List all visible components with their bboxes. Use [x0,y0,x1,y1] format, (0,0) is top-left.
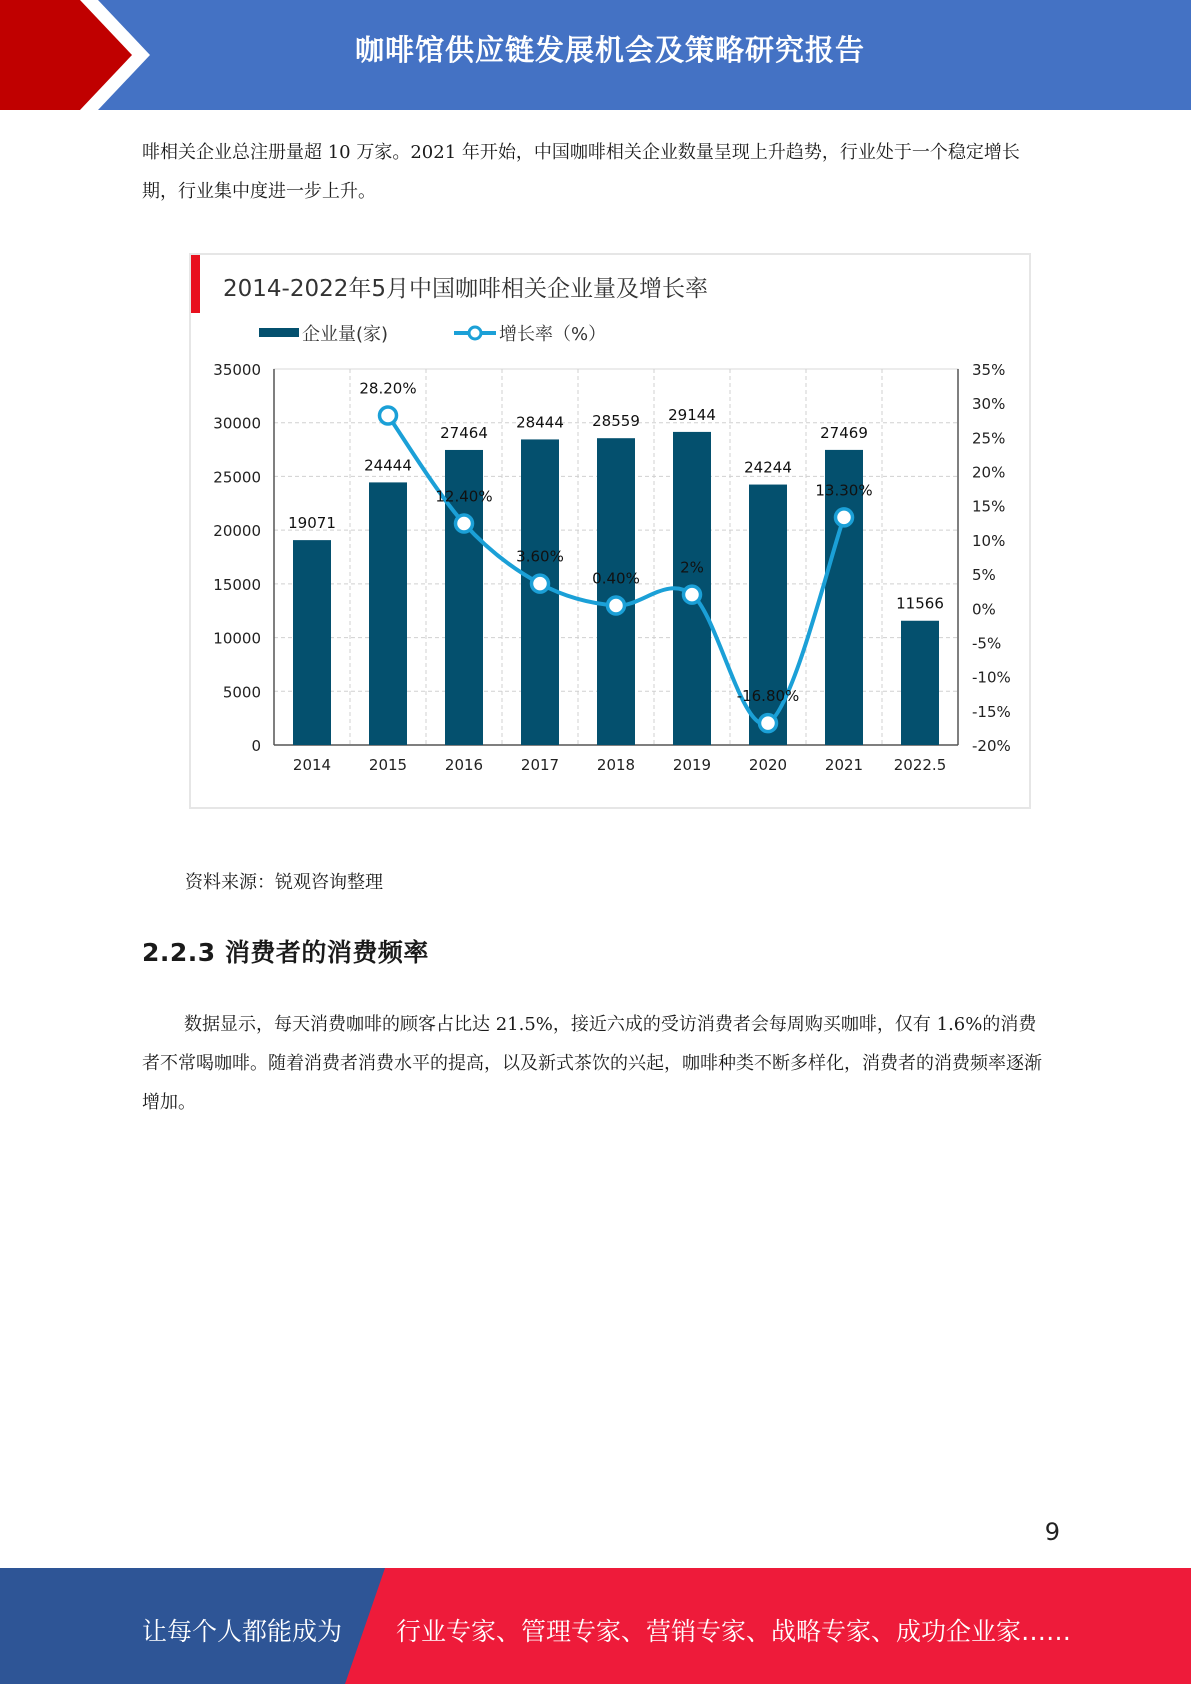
y-left-tick-label: 30000 [213,414,261,433]
chart-container [189,253,1031,809]
y-right-tick-label: 5% [972,566,996,585]
growth-rate-point [684,586,701,603]
y-right-tick-label: -5% [972,634,1002,653]
y-right-tick-label: 0% [972,600,996,619]
growth-rate-point [608,597,625,614]
bar-value-label: 28559 [592,412,640,431]
y-left-tick-label: 20000 [213,522,261,541]
chart-title-accent [191,255,200,313]
bar [293,540,331,745]
growth-rate-label: 28.20% [359,379,417,398]
bar-value-label: 19071 [288,514,336,533]
bar [597,438,635,745]
footer-slogan-left: 让每个人都能成为 [142,1617,343,1646]
bar-value-label: 27469 [820,423,868,442]
y-left-tick-label: 35000 [213,361,261,379]
bar-value-label: 27464 [440,423,488,442]
x-tick-label: 2022.5 [893,756,947,774]
y-right-tick-label: 30% [972,395,1006,414]
x-tick-label: 2018 [596,756,636,774]
growth-rate-point [532,575,549,592]
growth-rate-point [760,715,777,732]
y-left-tick-label: 5000 [222,683,261,702]
growth-rate-label: 2% [680,558,704,577]
bar-value-label: 24444 [364,456,412,475]
y-right-tick-label: 25% [972,429,1006,448]
growth-rate-point [456,515,473,532]
source-note: 资料来源：锐观咨询整理 [185,872,383,893]
footer-banner [0,1568,1191,1684]
y-right-tick-label: 10% [972,531,1006,550]
x-tick-label: 2020 [748,756,788,774]
x-tick-label: 2016 [444,756,484,774]
y-left-tick-label: 15000 [213,575,261,594]
growth-rate-point [836,509,853,526]
growth-rate-label: 13.30% [815,481,873,500]
y-left-tick-label: 25000 [213,468,261,487]
legend-bar-swatch [259,328,299,337]
chart-title: 2014-2022年5月中国咖啡相关企业量及增长率 [223,276,708,302]
footer-slogan-right: 行业专家、管理专家、营销专家、战略专家、成功企业家…… [396,1617,1072,1646]
bar-value-label: 28444 [516,413,564,432]
legend-line-label: 增长率（%） [499,324,607,345]
header-banner [0,0,1191,110]
y-left-tick-label: 10000 [213,629,261,648]
bar-value-label: 24244 [744,458,792,477]
legend-line-marker [469,327,481,339]
y-left-tick-label: 0 [251,737,261,755]
y-right-tick-label: -20% [972,737,1011,755]
bar-value-label: 29144 [668,405,716,424]
y-right-tick-label: 35% [972,361,1006,379]
y-right-tick-label: 15% [972,497,1006,516]
growth-rate-label: 0.40% [592,569,640,588]
x-tick-label: 2015 [368,756,408,774]
section-heading: 2.2.3 消费者的消费频率 [142,938,429,967]
growth-rate-label: -16.80% [736,687,800,706]
x-tick-label: 2014 [292,756,332,774]
body-paragraph: 数据显示，每天消费咖啡的顾客占比达 21.5%，接近六成的受访消费者会每周购买咖啡，仅有 1.6%的消费者不常喝咖啡。随着消费者消费水平的提高，以及新式茶饮的兴起，咖啡种类不断多样化，消费者的消费频率逐渐增加。 [142,1014,1042,1113]
header-title: 咖啡馆供应链发展机会及策略研究报告 [354,33,865,67]
bar [369,482,407,745]
enterprise-growth-chart [191,255,1029,807]
y-right-tick-label: -10% [972,668,1011,687]
growth-rate-point [380,407,397,424]
x-tick-label: 2017 [520,756,560,774]
y-right-tick-label: 20% [972,463,1006,482]
bar [901,621,939,745]
y-right-tick-label: -15% [972,702,1011,721]
growth-rate-label: 3.60% [516,547,564,566]
legend-bar-label: 企业量(家) [302,324,389,345]
growth-rate-label: 12.40% [435,487,493,506]
bar-value-label: 11566 [896,594,944,613]
x-tick-label: 2019 [672,756,712,774]
x-tick-label: 2021 [824,756,864,774]
page-number: 9 [1044,1518,1060,1546]
intro-paragraph: 啡相关企业总注册量超 10 万家。2021 年开始，中国咖啡相关企业数量呈现上升趋势，行业处于一个稳定增长期，行业集中度进一步上升。 [142,142,1020,202]
